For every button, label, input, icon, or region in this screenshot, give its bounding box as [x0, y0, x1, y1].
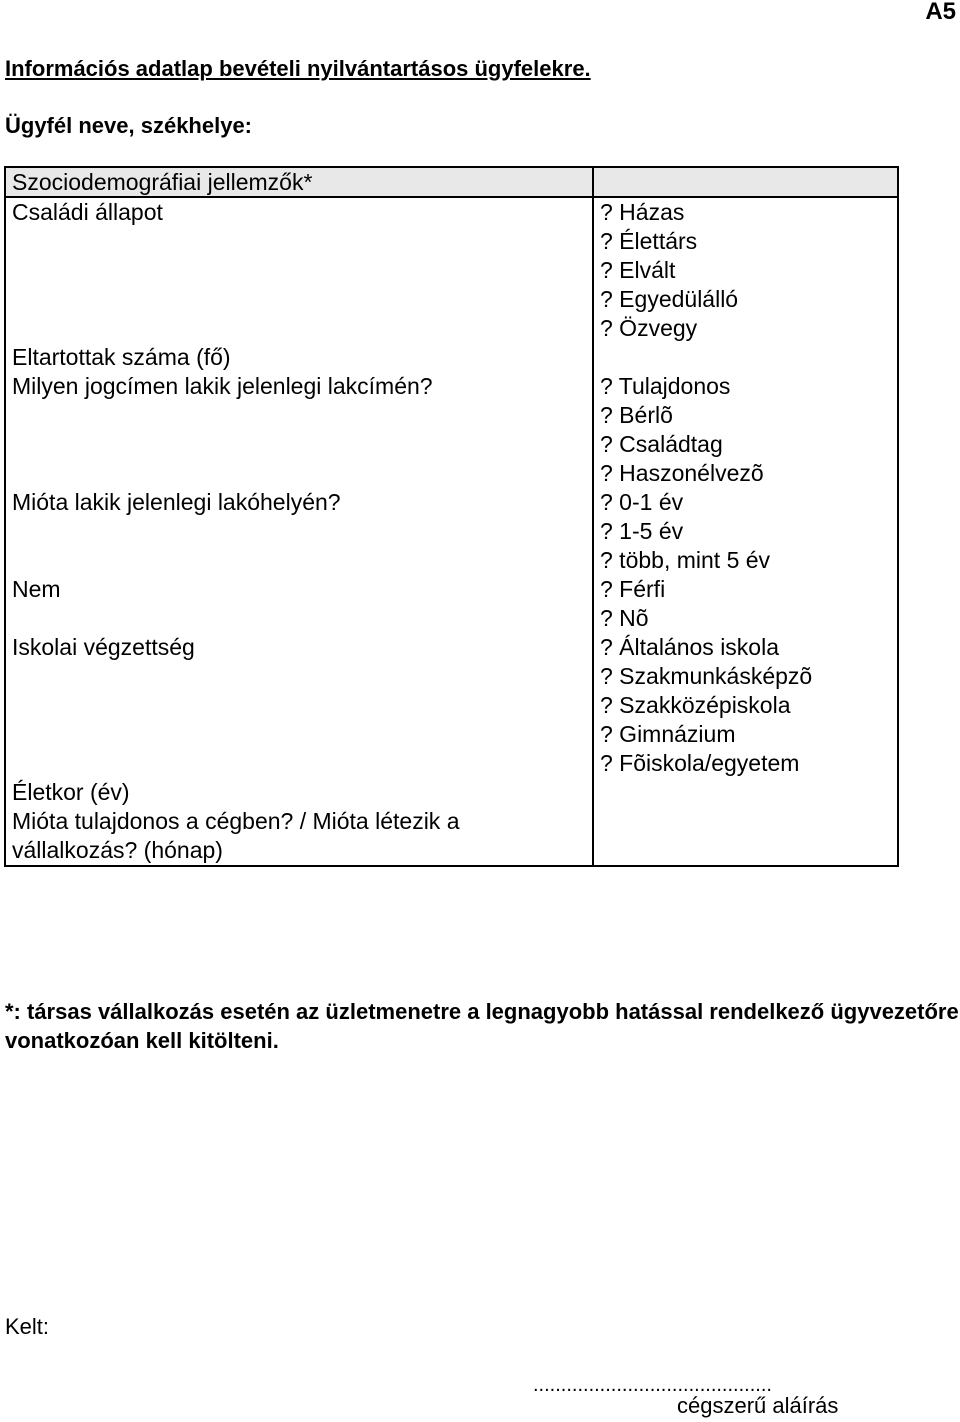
question-line	[12, 430, 586, 459]
option-spacer	[600, 836, 891, 865]
checkbox-option[interactable]: ? Nõ	[600, 605, 649, 631]
checkbox-option[interactable]: ? Szakközépiskola	[600, 692, 791, 718]
question-line	[12, 401, 586, 430]
checkbox-option[interactable]: ? Özvegy	[600, 315, 698, 341]
question-line: Családi állapot	[12, 199, 163, 225]
checkbox-option[interactable]: ? Szakmunkásképzõ	[600, 663, 813, 689]
question-line: Mióta lakik jelenlegi lakóhelyén?	[12, 489, 341, 515]
question-line	[12, 517, 586, 546]
checkbox-option[interactable]: ? Tulajdonos	[600, 373, 731, 399]
question-line	[12, 604, 586, 633]
checkbox-option[interactable]: ? Elvált	[600, 257, 676, 283]
sociodemographic-table	[4, 166, 899, 867]
page-title: Információs adatlap bevételi nyilvántartásos ügyfelekre.	[5, 56, 591, 81]
table-header: Szociodemográfiai jellemzők*	[12, 169, 313, 195]
date-label: Kelt:	[5, 1314, 50, 1339]
table-header-cell	[5, 167, 593, 197]
question-line	[12, 749, 586, 778]
checkbox-option[interactable]: ? Fõiskola/egyetem	[600, 750, 800, 776]
checkbox-option[interactable]: ? Gimnázium	[600, 721, 736, 747]
question-line	[12, 256, 586, 285]
checkbox-option[interactable]: ? Házas	[600, 199, 685, 225]
question-line	[12, 662, 586, 691]
checkbox-option[interactable]: ? Általános iskola	[600, 634, 779, 660]
question-column	[5, 197, 593, 866]
question-line: Eltartottak száma (fő)	[12, 344, 231, 370]
question-line	[12, 227, 586, 256]
signature-line: ...........................................	[533, 1374, 772, 1396]
checkbox-option[interactable]: ? 0-1 év	[600, 489, 684, 515]
table-header-empty-cell	[593, 167, 898, 197]
option-spacer	[600, 778, 891, 807]
options-column	[593, 197, 898, 866]
checkbox-option[interactable]: ? Élettárs	[600, 228, 698, 254]
question-line	[12, 691, 586, 720]
checkbox-option[interactable]: ? Haszonélvezõ	[600, 460, 764, 486]
checkbox-option[interactable]: ? Bérlõ	[600, 402, 673, 428]
checkbox-option[interactable]: ? 1-5 év	[600, 518, 684, 544]
option-spacer	[600, 807, 891, 836]
page-code: A5	[925, 0, 956, 25]
question-line: Életkor (év)	[12, 779, 130, 805]
question-line	[12, 459, 586, 488]
question-line: Nem	[12, 576, 61, 602]
signature-label: cégszerű aláírás	[677, 1393, 839, 1418]
question-line: Iskolai végzettség	[12, 634, 195, 660]
checkbox-option[interactable]: ? Férfi	[600, 576, 666, 602]
option-spacer	[600, 343, 891, 372]
question-line: Milyen jogcímen lakik jelenlegi lakcímén?	[12, 373, 433, 399]
question-line: vállalkozás? (hónap)	[12, 837, 223, 863]
table-body-row	[5, 197, 898, 866]
question-line	[12, 720, 586, 749]
table-header-row	[5, 167, 898, 197]
question-line: Mióta tulajdonos a cégben? / Mióta létezik a	[12, 808, 460, 834]
checkbox-option[interactable]: ? Családtag	[600, 431, 723, 457]
client-name-label: Ügyfél neve, székhelye:	[5, 113, 253, 138]
question-line	[12, 546, 586, 575]
checkbox-option[interactable]: ? Egyedülálló	[600, 286, 739, 312]
question-line	[12, 314, 586, 343]
checkbox-option[interactable]: ? több, mint 5 év	[600, 547, 771, 573]
footnote: *: társas vállalkozás esetén az üzletmenetre a legnagyobb hatással rendelkező ügyvezetőre vonatkozóan kell kitölteni.	[5, 999, 959, 1053]
question-line	[12, 285, 586, 314]
